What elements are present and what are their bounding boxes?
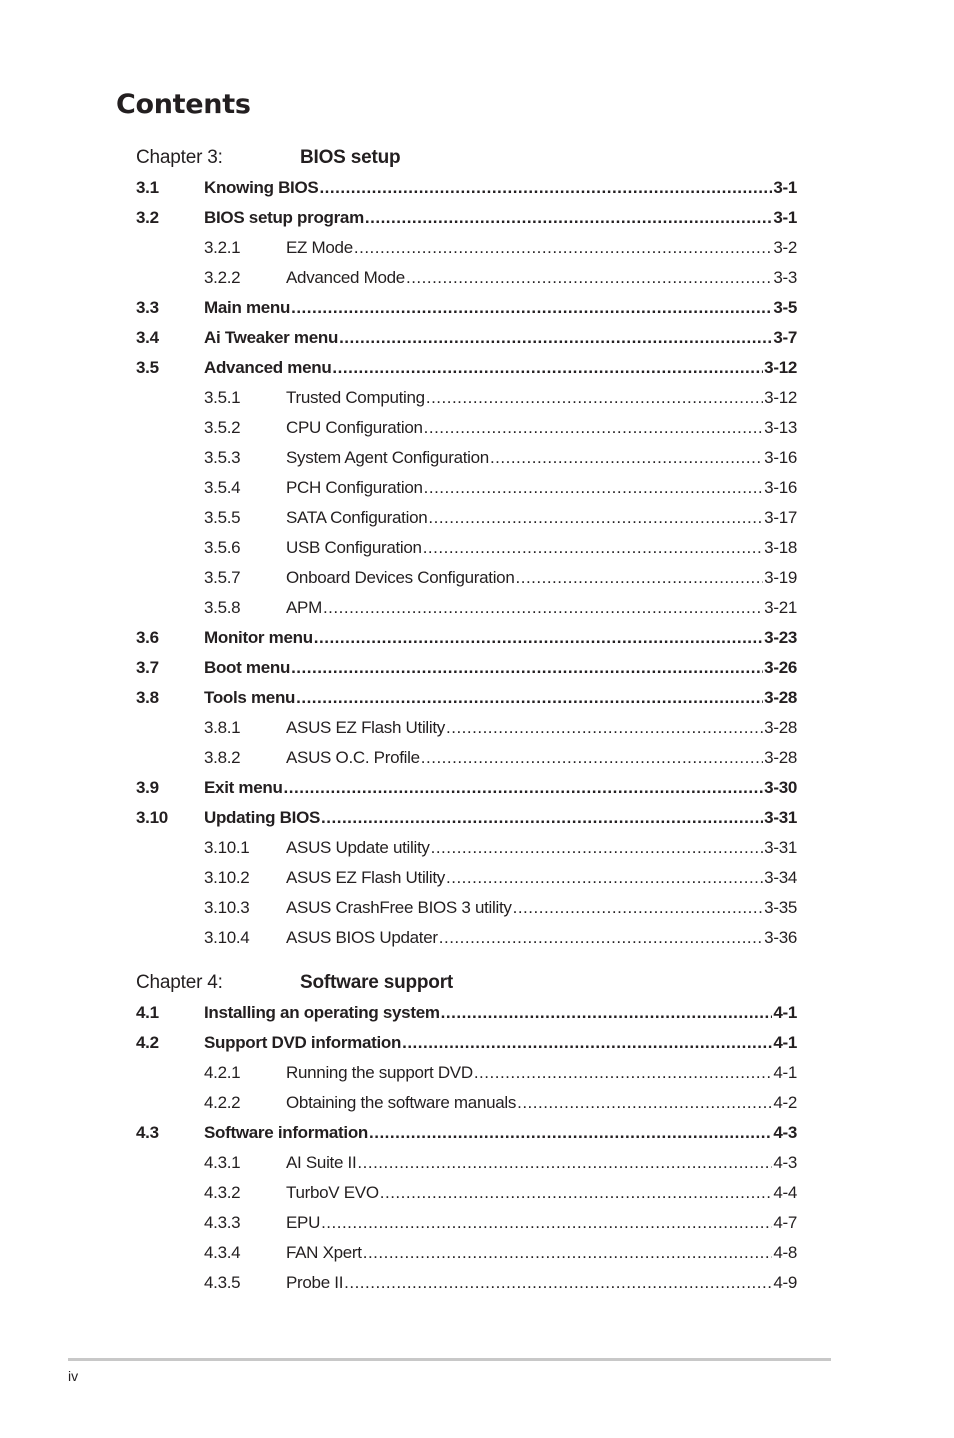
toc-entry — [136, 1118, 797, 1148]
dot-leader — [363, 1238, 773, 1268]
dot-leader — [474, 1058, 773, 1088]
page-number: 4-8 — [773, 1243, 797, 1262]
section-title: ASUS EZ Flash Utility — [286, 718, 446, 737]
page-number: 3-30 — [764, 778, 797, 797]
section-title: TurboV EVO — [286, 1183, 379, 1202]
page-number: 3-36 — [764, 928, 797, 947]
toc-entry — [136, 863, 797, 893]
dot-leader — [446, 863, 763, 893]
toc-entry — [136, 1178, 797, 1208]
dot-leader — [431, 833, 764, 863]
section-title: Installing an operating system — [204, 1003, 440, 1022]
toc-entry — [136, 563, 797, 593]
section-number: 4.3.1 — [204, 1153, 241, 1172]
page-number: 3-17 — [764, 508, 797, 527]
section-number: 3.8.2 — [204, 748, 241, 767]
dot-leader — [314, 623, 763, 653]
section-number: 3.1 — [136, 178, 159, 197]
dot-leader — [380, 1178, 773, 1208]
dot-leader — [424, 473, 764, 503]
page-number: 3-1 — [773, 178, 797, 197]
dot-leader — [490, 443, 763, 473]
toc-entry — [136, 263, 797, 293]
section-number: 3.5.3 — [204, 448, 241, 467]
chapter-name: BIOS setup — [300, 147, 401, 168]
page-number: 3-5 — [773, 298, 797, 317]
section-number: 3.2.1 — [204, 238, 241, 257]
section-number: 4.3.4 — [204, 1243, 241, 1262]
page-number: 4-1 — [773, 1063, 797, 1082]
section-number: 3.5.2 — [204, 418, 241, 437]
dot-leader — [332, 353, 763, 383]
dot-leader — [441, 998, 773, 1028]
dot-leader — [426, 383, 763, 413]
toc-entry — [136, 923, 797, 953]
page-number: 4-1 — [773, 1003, 797, 1022]
section-number: 4.3.2 — [204, 1183, 241, 1202]
toc-entry — [136, 503, 797, 533]
section-title: Monitor menu — [204, 628, 313, 647]
toc-entry — [136, 293, 797, 323]
section-title: USB Configuration — [286, 538, 422, 557]
dot-leader — [284, 773, 764, 803]
section-title: EPU — [286, 1213, 321, 1232]
page-number: 3-16 — [764, 448, 797, 467]
section-title: Knowing BIOS — [204, 178, 319, 197]
page-number: 3-28 — [764, 718, 797, 737]
toc-entry — [136, 473, 797, 503]
dot-leader — [517, 1088, 772, 1118]
section-number: 3.10.1 — [204, 838, 250, 857]
dot-leader — [321, 1208, 772, 1238]
page-number: 3-35 — [764, 898, 797, 917]
section-number: 3.7 — [136, 658, 159, 677]
section-title: Obtaining the software manuals — [286, 1093, 517, 1112]
dot-leader — [424, 413, 764, 443]
section-title: Onboard Devices Configuration — [286, 568, 515, 587]
toc-entry — [136, 533, 797, 563]
section-title: Boot menu — [204, 658, 291, 677]
section-title: FAN Xpert — [286, 1243, 362, 1262]
dot-leader — [296, 683, 763, 713]
section-number: 3.2 — [136, 208, 159, 227]
section-title: ASUS EZ Flash Utility — [286, 868, 446, 887]
section-number: 3.8 — [136, 688, 159, 707]
page-number: 3-12 — [764, 388, 797, 407]
section-title: ASUS BIOS Updater — [286, 928, 438, 947]
toc-entry — [136, 323, 797, 353]
page-number: 3-7 — [773, 328, 797, 347]
toc-entry — [136, 1238, 797, 1268]
section-number: 4.2.1 — [204, 1063, 241, 1082]
dot-leader — [357, 1148, 772, 1178]
section-number: 3.10 — [136, 808, 168, 827]
section-title: Software information — [204, 1123, 369, 1142]
dot-leader — [344, 1268, 772, 1298]
toc-entry — [136, 893, 797, 923]
section-title: ASUS O.C. Profile — [286, 748, 420, 767]
dot-leader — [339, 323, 772, 353]
toc-entry — [136, 413, 797, 443]
section-title: Advanced Mode — [286, 268, 405, 287]
page-number: 3-28 — [764, 748, 797, 767]
toc-entry — [136, 1088, 797, 1118]
toc-entry — [136, 743, 797, 773]
footer-page-number: iv — [68, 1368, 79, 1384]
toc-entry — [136, 1058, 797, 1088]
chapter-label: Chapter 4: — [136, 972, 223, 993]
section-number: 3.10.3 — [204, 898, 250, 917]
toc-entry — [136, 683, 797, 713]
section-number: 4.3.3 — [204, 1213, 241, 1232]
section-title: Updating BIOS — [204, 808, 321, 827]
section-number: 4.3 — [136, 1123, 159, 1142]
section-title: Main menu — [204, 298, 291, 317]
section-number: 3.8.1 — [204, 718, 241, 737]
dot-leader — [423, 533, 763, 563]
page-number: 4-9 — [773, 1273, 797, 1292]
chapter-heading — [136, 143, 797, 173]
dot-leader — [516, 563, 764, 593]
section-title: PCH Configuration — [286, 478, 423, 497]
dot-leader — [428, 503, 763, 533]
section-number: 3.2.2 — [204, 268, 241, 287]
section-number: 3.10.2 — [204, 868, 250, 887]
toc-entry — [136, 713, 797, 743]
page-number: 3-18 — [764, 538, 797, 557]
toc-entry — [136, 803, 797, 833]
page-number: 3-19 — [764, 568, 797, 587]
section-number: 4.2.2 — [204, 1093, 241, 1112]
page-number: 4-7 — [773, 1213, 797, 1232]
dot-leader — [446, 713, 763, 743]
toc-entry — [136, 1208, 797, 1238]
section-title: EZ Mode — [286, 238, 353, 257]
toc-entry — [136, 623, 797, 653]
toc-entry — [136, 443, 797, 473]
toc-entry — [136, 233, 797, 263]
page-number: 4-2 — [773, 1093, 797, 1112]
page-number: 4-4 — [773, 1183, 797, 1202]
dot-leader — [291, 293, 772, 323]
page-number: 3-31 — [764, 838, 797, 857]
section-title: Advanced menu — [204, 358, 332, 377]
footer-divider — [68, 1358, 831, 1361]
chapter-spacer — [136, 953, 797, 968]
dot-leader — [291, 653, 763, 683]
chapter-name: Software support — [300, 972, 454, 993]
page-number: 3-21 — [764, 598, 797, 617]
toc-entry — [136, 653, 797, 683]
toc-entry — [136, 833, 797, 863]
page-number: 3-13 — [764, 418, 797, 437]
toc-entry — [136, 383, 797, 413]
dot-leader — [421, 743, 763, 773]
toc-entry — [136, 1148, 797, 1178]
section-number: 3.3 — [136, 298, 159, 317]
page-number: 3-2 — [773, 238, 797, 257]
section-number: 4.3.5 — [204, 1273, 241, 1292]
dot-leader — [402, 1028, 772, 1058]
page-title: Contents — [116, 89, 251, 120]
section-title: Ai Tweaker menu — [204, 328, 339, 347]
toc-entry — [136, 1268, 797, 1298]
section-title: ASUS CrashFree BIOS 3 utility — [286, 898, 512, 917]
toc-entry — [136, 173, 797, 203]
section-number: 3.5.7 — [204, 568, 241, 587]
section-title: System Agent Configuration — [286, 448, 489, 467]
page-number: 3-1 — [773, 208, 797, 227]
dot-leader — [321, 803, 763, 833]
table-of-contents — [136, 143, 797, 1298]
toc-entry — [136, 353, 797, 383]
dot-leader — [354, 233, 772, 263]
section-number: 3.10.4 — [204, 928, 250, 947]
section-title: Trusted Computing — [286, 388, 425, 407]
page-number: 4-1 — [773, 1033, 797, 1052]
section-number: 3.9 — [136, 778, 159, 797]
toc-entry — [136, 773, 797, 803]
dot-leader — [319, 173, 772, 203]
section-title: Support DVD information — [204, 1033, 402, 1052]
section-title: ASUS Update utility — [286, 838, 430, 857]
page-number: 4-3 — [773, 1153, 797, 1172]
section-title: Tools menu — [204, 688, 296, 707]
section-number: 3.5.4 — [204, 478, 241, 497]
section-title: Running the support DVD — [286, 1063, 473, 1082]
dot-leader — [439, 923, 763, 953]
page-number: 3-31 — [764, 808, 797, 827]
toc-entry — [136, 593, 797, 623]
section-title: AI Suite II — [286, 1153, 357, 1172]
section-number: 3.4 — [136, 328, 159, 347]
chapter-label: Chapter 3: — [136, 147, 223, 168]
section-title: BIOS setup program — [204, 208, 364, 227]
page-number: 3-23 — [764, 628, 797, 647]
section-number: 3.5.5 — [204, 508, 241, 527]
section-title: Probe II — [286, 1273, 344, 1292]
section-number: 3.5.6 — [204, 538, 241, 557]
toc-entry — [136, 203, 797, 233]
dot-leader — [365, 203, 772, 233]
toc-entry — [136, 1028, 797, 1058]
dot-leader — [323, 593, 763, 623]
section-title: SATA Configuration — [286, 508, 428, 527]
section-title: APM — [286, 598, 322, 617]
dot-leader — [369, 1118, 772, 1148]
section-number: 4.1 — [136, 1003, 159, 1022]
section-number: 3.5.1 — [204, 388, 241, 407]
page-number: 3-26 — [764, 658, 797, 677]
section-title: Exit menu — [204, 778, 283, 797]
dot-leader — [513, 893, 764, 923]
dot-leader — [406, 263, 772, 293]
page-number: 4-3 — [773, 1123, 797, 1142]
page-number: 3-34 — [764, 868, 797, 887]
section-number: 4.2 — [136, 1033, 159, 1052]
page-number: 3-28 — [764, 688, 797, 707]
section-title: CPU Configuration — [286, 418, 423, 437]
section-number: 3.5.8 — [204, 598, 241, 617]
section-number: 3.5 — [136, 358, 159, 377]
toc-entry — [136, 998, 797, 1028]
page-number: 3-12 — [764, 358, 797, 377]
chapter-heading — [136, 968, 797, 998]
page-number: 3-16 — [764, 478, 797, 497]
page-number: 3-3 — [773, 268, 797, 287]
section-number: 3.6 — [136, 628, 159, 647]
